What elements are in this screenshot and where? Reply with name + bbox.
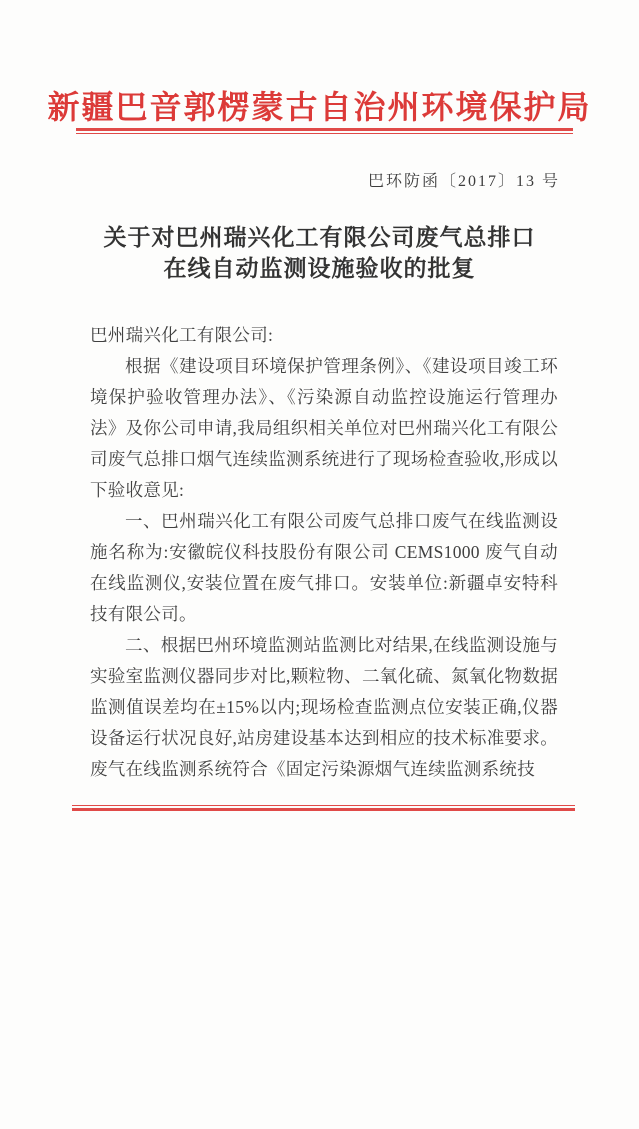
document-title-line-1: 关于对巴州瑞兴化工有限公司废气总排口 xyxy=(103,225,536,250)
header-double-rule xyxy=(76,128,573,134)
footer-rule-thick xyxy=(72,808,575,811)
document-title-line-2: 在线自动监测设施验收的批复 xyxy=(163,256,476,281)
agency-name-header: 新疆巴音郭楞蒙古自治州环境保护局 xyxy=(47,89,592,125)
body-paragraph-item-two: 二、根据巴州环境监测站监测比对结果,在线监测设施与实验室监测仪器同步对比,颗粒物、二氧化硫、氮氧化物数据监测值误差均在±15%以内;现场检查监测点位安装正确,仪器设备运行状况良好,站房建设基本达到相应的技术标准要求。废气在线监测系统符合《固定污染源烟气连续监测系统技 xyxy=(90,635,558,779)
document-body xyxy=(90,320,558,785)
body-paragraph-basis: 根据《建设项目环境保护管理条例》、《建设项目竣工环境保护验收管理办法》、《污染源自动监控设施运行管理办法》及你公司申请,我局组织相关单位对巴州瑞兴化工有限公司废气总排口烟气连续监测系统进行了现场检查验收,形成以下验收意见: xyxy=(90,356,558,500)
salutation: 巴州瑞兴化工有限公司: xyxy=(90,325,274,345)
footer-double-rule xyxy=(72,805,575,811)
header-rule-thin xyxy=(76,133,573,134)
body-paragraph-item-one: 一、巴州瑞兴化工有限公司废气总排口废气在线监测设施名称为:安徽皖仪科技股份有限公司 CEMS1000 废气自动在线监测仪,安装位置在废气排口。安装单位:新疆卓安特科技有限公司。 xyxy=(90,511,558,624)
document-title xyxy=(0,222,639,284)
doc-number: 巴环防函〔2017〕13 号 xyxy=(367,173,560,190)
